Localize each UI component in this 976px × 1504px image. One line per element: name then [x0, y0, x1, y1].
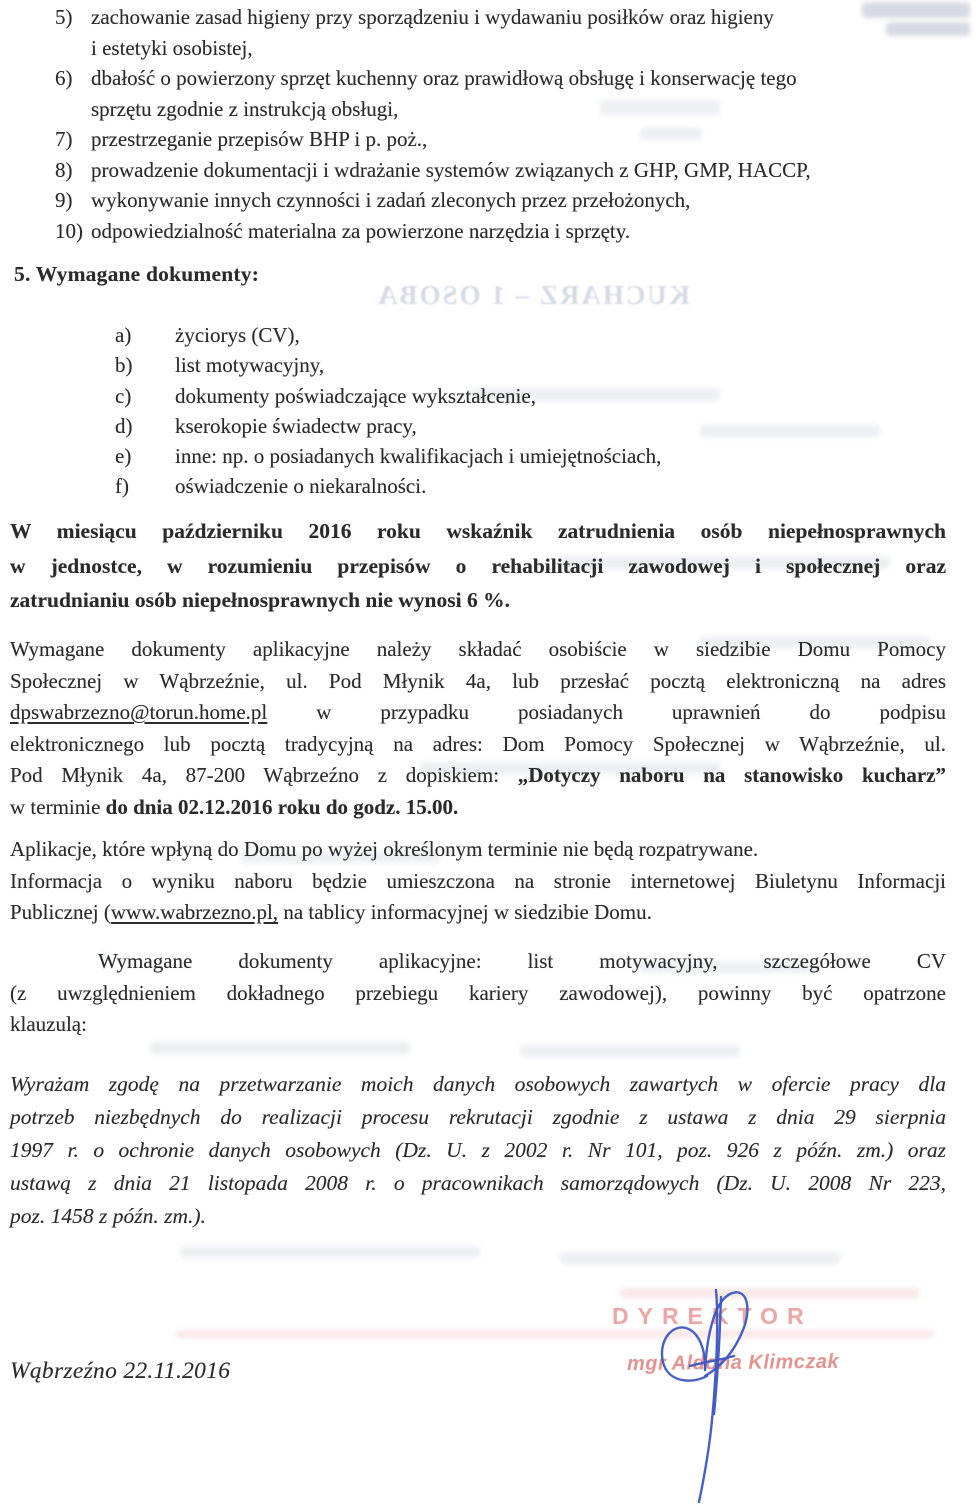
- list-item: [55, 185, 931, 216]
- bleedthrough-smudge: [180, 1246, 480, 1258]
- text-run: elektronicznego lub pocztą tradycyjną na adres: Dom Pomocy Społecznej w Wąbrzeźnie, ul.: [10, 731, 946, 756]
- list-marker: a): [115, 323, 132, 347]
- list-item-text: dbałość o powierzony sprzęt kuchenny oraz prawidłową obsługę i konserwację tego sprzętu zgodnie z instrukcją obsługi,: [91, 66, 797, 121]
- text-run: 1997 r. o ochronie danych osobowych (Dz. U. z 2002 r. Nr 101, poz. 926 z późn. zm.) oraz: [10, 1138, 946, 1162]
- list-marker: 6): [55, 66, 73, 90]
- list-item: [115, 411, 835, 441]
- list-item-text: zachowanie zasad higieny przy sporządzeniu i wydawaniu posiłków oraz higieny i estetyki osobistej,: [91, 5, 774, 60]
- text-line: [10, 792, 946, 824]
- bleedthrough-smudge: [175, 1330, 935, 1338]
- text-line: [10, 583, 946, 618]
- list-item: [55, 63, 931, 124]
- text-run: (z uwzględnieniem dokładnego przebiegu kariery zawodowej), powinny być opatrzone: [10, 980, 946, 1005]
- list-item: [55, 2, 931, 63]
- text-run: do dnia 02.12.2016 roku do godz. 15.00.: [105, 794, 459, 819]
- text-line: [10, 634, 946, 666]
- list-marker: 8): [55, 157, 73, 182]
- text-run: w jednostce, w rozumieniu przepisów o rehabilitacji zawodowej i społecznej oraz: [10, 553, 946, 578]
- lettered-list: [115, 320, 835, 502]
- list-item: [55, 216, 931, 247]
- list-item-text: przestrzeganie przepisów BHP i p. poż.,: [91, 127, 428, 151]
- bleedthrough-smudge: [560, 1252, 840, 1264]
- list-marker: f): [115, 474, 129, 499]
- paragraph-disability-indicator: [10, 514, 946, 618]
- text-line: [10, 1101, 946, 1134]
- list-item: [115, 381, 835, 411]
- text-line: [10, 514, 946, 549]
- list-item-text: kserokopie świadectw pracy,: [175, 413, 417, 438]
- bleedthrough-smudge: [620, 1288, 920, 1298]
- list-item-text: dokumenty poświadczające wykształcenie,: [175, 383, 536, 408]
- text-line: [10, 1200, 946, 1233]
- list-item: [55, 124, 931, 155]
- director-stamp-name: mgr Aldona Klimczak: [626, 1350, 840, 1376]
- paragraph-late-applications: [10, 834, 946, 929]
- text-line: [10, 1009, 946, 1041]
- list-marker: d): [115, 413, 133, 438]
- text-run: Wyrażam zgodę na przetwarzanie moich danych osobowych zawartych w ofercie pracy dla: [10, 1072, 946, 1096]
- text-run: Wymagane dokumenty aplikacyjne: list motywacyjny, szczegółowe CV: [98, 949, 946, 973]
- text-line: [10, 1134, 946, 1167]
- text-run: Pod Młynik 4a, 87-200 Wąbrzeźno z dopiskiem:: [10, 763, 518, 787]
- list-item-text: oświadczenie o niekaralności.: [175, 474, 427, 499]
- list-item: [115, 320, 835, 350]
- list-marker: 9): [55, 188, 73, 212]
- text-run: zatrudnianiu osób niepełnosprawnych nie wynosi 6 %.: [10, 588, 510, 612]
- text-line: [10, 1167, 946, 1200]
- text-line: [10, 897, 946, 929]
- section-heading: 5. Wymagane dokumenty:: [14, 262, 260, 286]
- paragraph-consent-clause: [10, 1068, 946, 1233]
- text-line: [10, 697, 946, 729]
- text-run: klauzulą:: [10, 1012, 87, 1036]
- text-run: Publicznej (: [10, 900, 111, 924]
- text-run: Aplikacje, które wpłyną do Domu po wyżej określonym terminie nie będą rozpatrywane.: [10, 837, 759, 861]
- list-item-text: list motywacyjny,: [175, 353, 325, 378]
- list-item: [115, 471, 835, 501]
- list-marker: 10): [55, 218, 83, 243]
- bleedthrough-mirrored-title: KUCHARZ – 1 OSOBA: [376, 280, 690, 310]
- list-marker: 7): [55, 127, 73, 151]
- text-line: [10, 549, 946, 584]
- list-item: [115, 441, 835, 471]
- list-marker: e): [115, 444, 132, 469]
- link-text: www.wabrzezno.pl,: [110, 900, 279, 924]
- paragraph-clause-intro: [10, 946, 946, 1041]
- text-run: potrzeb niezbędnych do realizacji procesu rekrutacji zgodnie z ustawa z dnia 29 sierpnia: [10, 1105, 946, 1129]
- text-run: w terminie: [10, 794, 106, 819]
- list-item: [115, 350, 835, 380]
- list-item-text: odpowiedzialność materialna za powierzone narzędzia i sprzęty.: [91, 218, 631, 243]
- place-date: Wąbrzeźno 22.11.2016: [10, 1358, 231, 1384]
- text-run: Społecznej w Wąbrzeźnie, ul. Pod Młynik 4a, lub przesłać pocztą elektroniczną na adres: [10, 668, 946, 693]
- text-run: W miesiącu październiku 2016 roku wskaźnik zatrudnienia osób niepełnosprawnych: [10, 519, 946, 543]
- text-line: [10, 1068, 946, 1101]
- bleedthrough-smudge: [150, 1042, 410, 1054]
- text-run: poz. 1458 z późn. zm.).: [10, 1204, 206, 1228]
- text-run: na tablicy informacyjnej w siedzibie Domu.: [278, 900, 652, 924]
- list-item-text: inne: np. o posiadanych kwalifikacjach i umiejętnościach,: [175, 444, 662, 469]
- list-item-text: wykonywanie innych czynności i zadań zleconych przez przełożonych,: [91, 188, 691, 212]
- bleedthrough-smudge: [520, 1045, 740, 1057]
- text-line: [10, 946, 946, 978]
- text-run: w przypadku posiadanych uprawnień do podpisu: [267, 700, 946, 724]
- list-marker: b): [115, 353, 133, 378]
- text-line: [10, 666, 946, 698]
- list-item-text: życiorys (CV),: [175, 323, 300, 347]
- text-line: [10, 978, 946, 1010]
- text-line: [10, 729, 946, 761]
- list-item: [55, 155, 931, 186]
- link-text: dpswabrzezno@torun.home.pl: [10, 700, 268, 724]
- director-stamp-title: DYREKTOR: [612, 1303, 813, 1329]
- list-item-text: prowadzenie dokumentacji i wdrażanie systemów związanych z GHP, GMP, HACCP,: [91, 157, 811, 182]
- list-marker: c): [115, 383, 132, 408]
- text-run: „Dotyczy naboru na stanowisko kucharz”: [517, 763, 946, 787]
- text-run: Wymagane dokumenty aplikacyjne należy składać osobiście w siedzibie Domu Pomocy: [10, 637, 946, 661]
- text-line: [10, 866, 946, 898]
- numbered-list: [55, 2, 931, 246]
- text-line: [10, 760, 946, 792]
- text-run: Informacja o wyniku naboru będzie umieszczona na stronie internetowej Biuletynu Informacji: [10, 868, 946, 893]
- text-line: [10, 834, 946, 866]
- paragraph-submission-instructions: [10, 634, 946, 823]
- text-run: ustawą z dnia 21 listopada 2008 r. o pracownikach samorządowych (Dz. U. 2008 Nr 223,: [10, 1171, 946, 1195]
- list-marker: 5): [55, 5, 73, 29]
